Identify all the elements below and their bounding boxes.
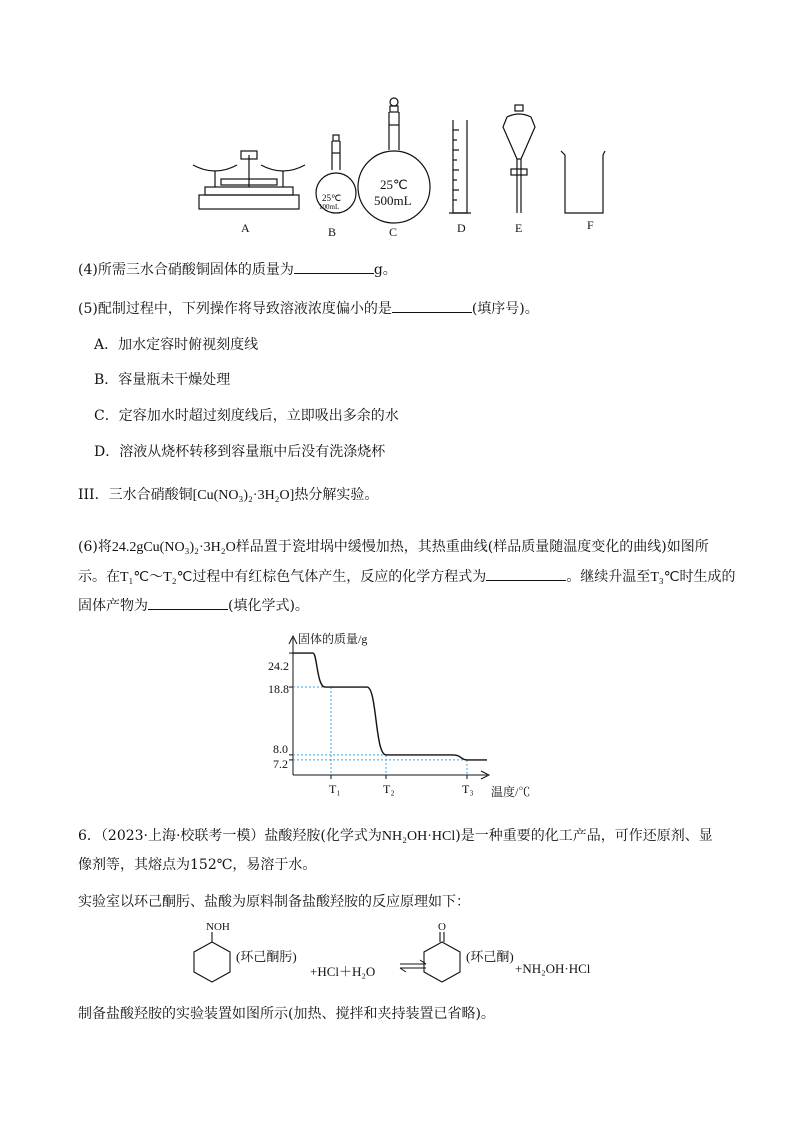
graduated-cylinder [449,120,471,213]
q6-intro-line-3: 实验室以环己酮肟、盐酸为原料制备盐酸羟胺的反应原理如下： [78,894,470,910]
question-4 [78,259,397,280]
q6-intro-prefix: 6．（2023·上海·校联考一模）盐酸羟胺(化学式为 [78,828,382,844]
reaction-product: +NH₂OH·HCl [515,961,591,976]
q6-line-2 [78,566,735,588]
section-3-prefix: III．三水合硝酸铜 [78,487,193,503]
x-tick-marks [331,775,467,779]
section-3-heading [78,485,378,506]
q5-option-b: B．容量瓶未干燥处理 [94,372,231,388]
section-3-suffix: 热分解实验。 [294,487,379,503]
ketone-name: (环己酮) [466,949,514,964]
apparatus-figure [185,95,625,245]
label-e: E [515,221,523,235]
q6-line2-prefix: 示。在 [78,569,120,585]
apparatus-description: 制备盐酸羟胺的实验装置如图所示(加热、搅拌和夹持装置已省略)。 [78,1006,495,1022]
q5-suffix: (填序号)。 [471,301,539,317]
section-3-formula: [Cu(NO₃)₂·3H₂O] [192,488,295,503]
q6-equation-blank[interactable] [486,566,566,581]
q6-line1-suffix: 样品置于瓷坩埚中缓慢加热，其热重曲线(样品质量随温度变化的曲线)如图所 [235,539,709,555]
ketone-o-label: O [438,921,446,933]
flask-large-volume: 500mL [374,193,412,208]
y-tick-7-2: 7.2 [273,757,288,771]
beaker [561,151,605,213]
y-tick-24-2: 24.2 [268,659,289,673]
oxime-name: (环己酮肟) [236,949,297,964]
q6-line2-mid2: 。继续升温至 [566,569,651,585]
label-f: F [587,218,594,232]
chart-axes [289,636,489,779]
q5-prefix: (5)配制过程中，下列操作将导致溶液浓度偏小的是 [78,301,392,317]
question-5 [78,298,539,319]
q5-option-c: C．定容加水时超过刻度线后，立即吸出多余的水 [94,408,399,424]
thermogravimetric-chart [255,630,575,805]
q6-line-1 [78,537,709,558]
y-tick-marks [289,653,293,760]
q6-line2-suffix: 时生成的 [679,569,736,585]
oxime-noh-label: NOH [206,921,230,933]
q6-temp-range: T₁℃～T₂℃ [120,570,193,585]
q4-suffix: g。 [373,262,397,278]
q6-line3-suffix: (填化学式)。 [228,598,309,614]
cyclohexanone-structure [424,932,460,982]
x-tick-t1: T₁ [329,782,341,796]
y-tick-18-8: 18.8 [268,682,289,696]
q6-t3: T₃℃ [650,570,680,585]
q6-intro-formula: NH₂OH·HCl [381,829,456,844]
balance-apparatus [193,151,305,209]
tg-curve [293,653,487,760]
reaction-reagents: +HCl＋H₂O [310,964,376,979]
flask-small-temp: 25℃ [322,193,342,203]
separatory-funnel [503,105,535,213]
q6-line1-prefix: (6)将 [78,539,112,555]
q5-option-a: A．加水定容时俯视刻度线 [94,337,259,353]
y-tick-8-0: 8.0 [273,742,288,756]
label-a: A [241,221,250,235]
chart-guide-lines [293,687,467,775]
x-tick-t3: T₃ [462,782,474,796]
q6-line3-prefix: 固体产物为 [78,598,148,614]
label-c: C [389,225,398,239]
label-d: D [457,221,466,235]
flask-large-temp: 25℃ [380,177,408,192]
q6-product-blank[interactable] [148,595,228,610]
q6-line-3 [78,595,309,616]
q6-intro-suffix: )是一种重要的化工产品，可作还原剂、显 [455,828,713,844]
q6-line1-formula: 24.2gCu(NO₃)₂·3H₂O [111,540,236,555]
q6-line2-mid: 过程中有红棕色气体产生，反应的化学方程式为 [192,569,487,585]
flask-small-volume: 100mL [319,203,340,211]
x-tick-t2: T₂ [383,782,395,796]
reversible-arrow [400,960,426,972]
cyclohexanone-oxime-structure [194,932,230,982]
q5-answer-blank[interactable] [392,298,472,313]
q5-option-d: D．溶液从烧杯转移到容量瓶中后没有洗涤烧杯 [94,444,386,460]
chart-y-label: 固体的质量/g [298,632,368,646]
q4-prefix: (4)所需三水合硝酸铜固体的质量为 [78,262,294,278]
label-b: B [328,225,337,239]
chart-x-label: 温度/℃ [491,785,531,799]
q4-answer-blank[interactable] [294,259,374,274]
q6-intro-line-1 [78,826,713,847]
q6-intro-line-2: 像剂等，其熔点为152℃，易溶于水。 [78,857,317,873]
